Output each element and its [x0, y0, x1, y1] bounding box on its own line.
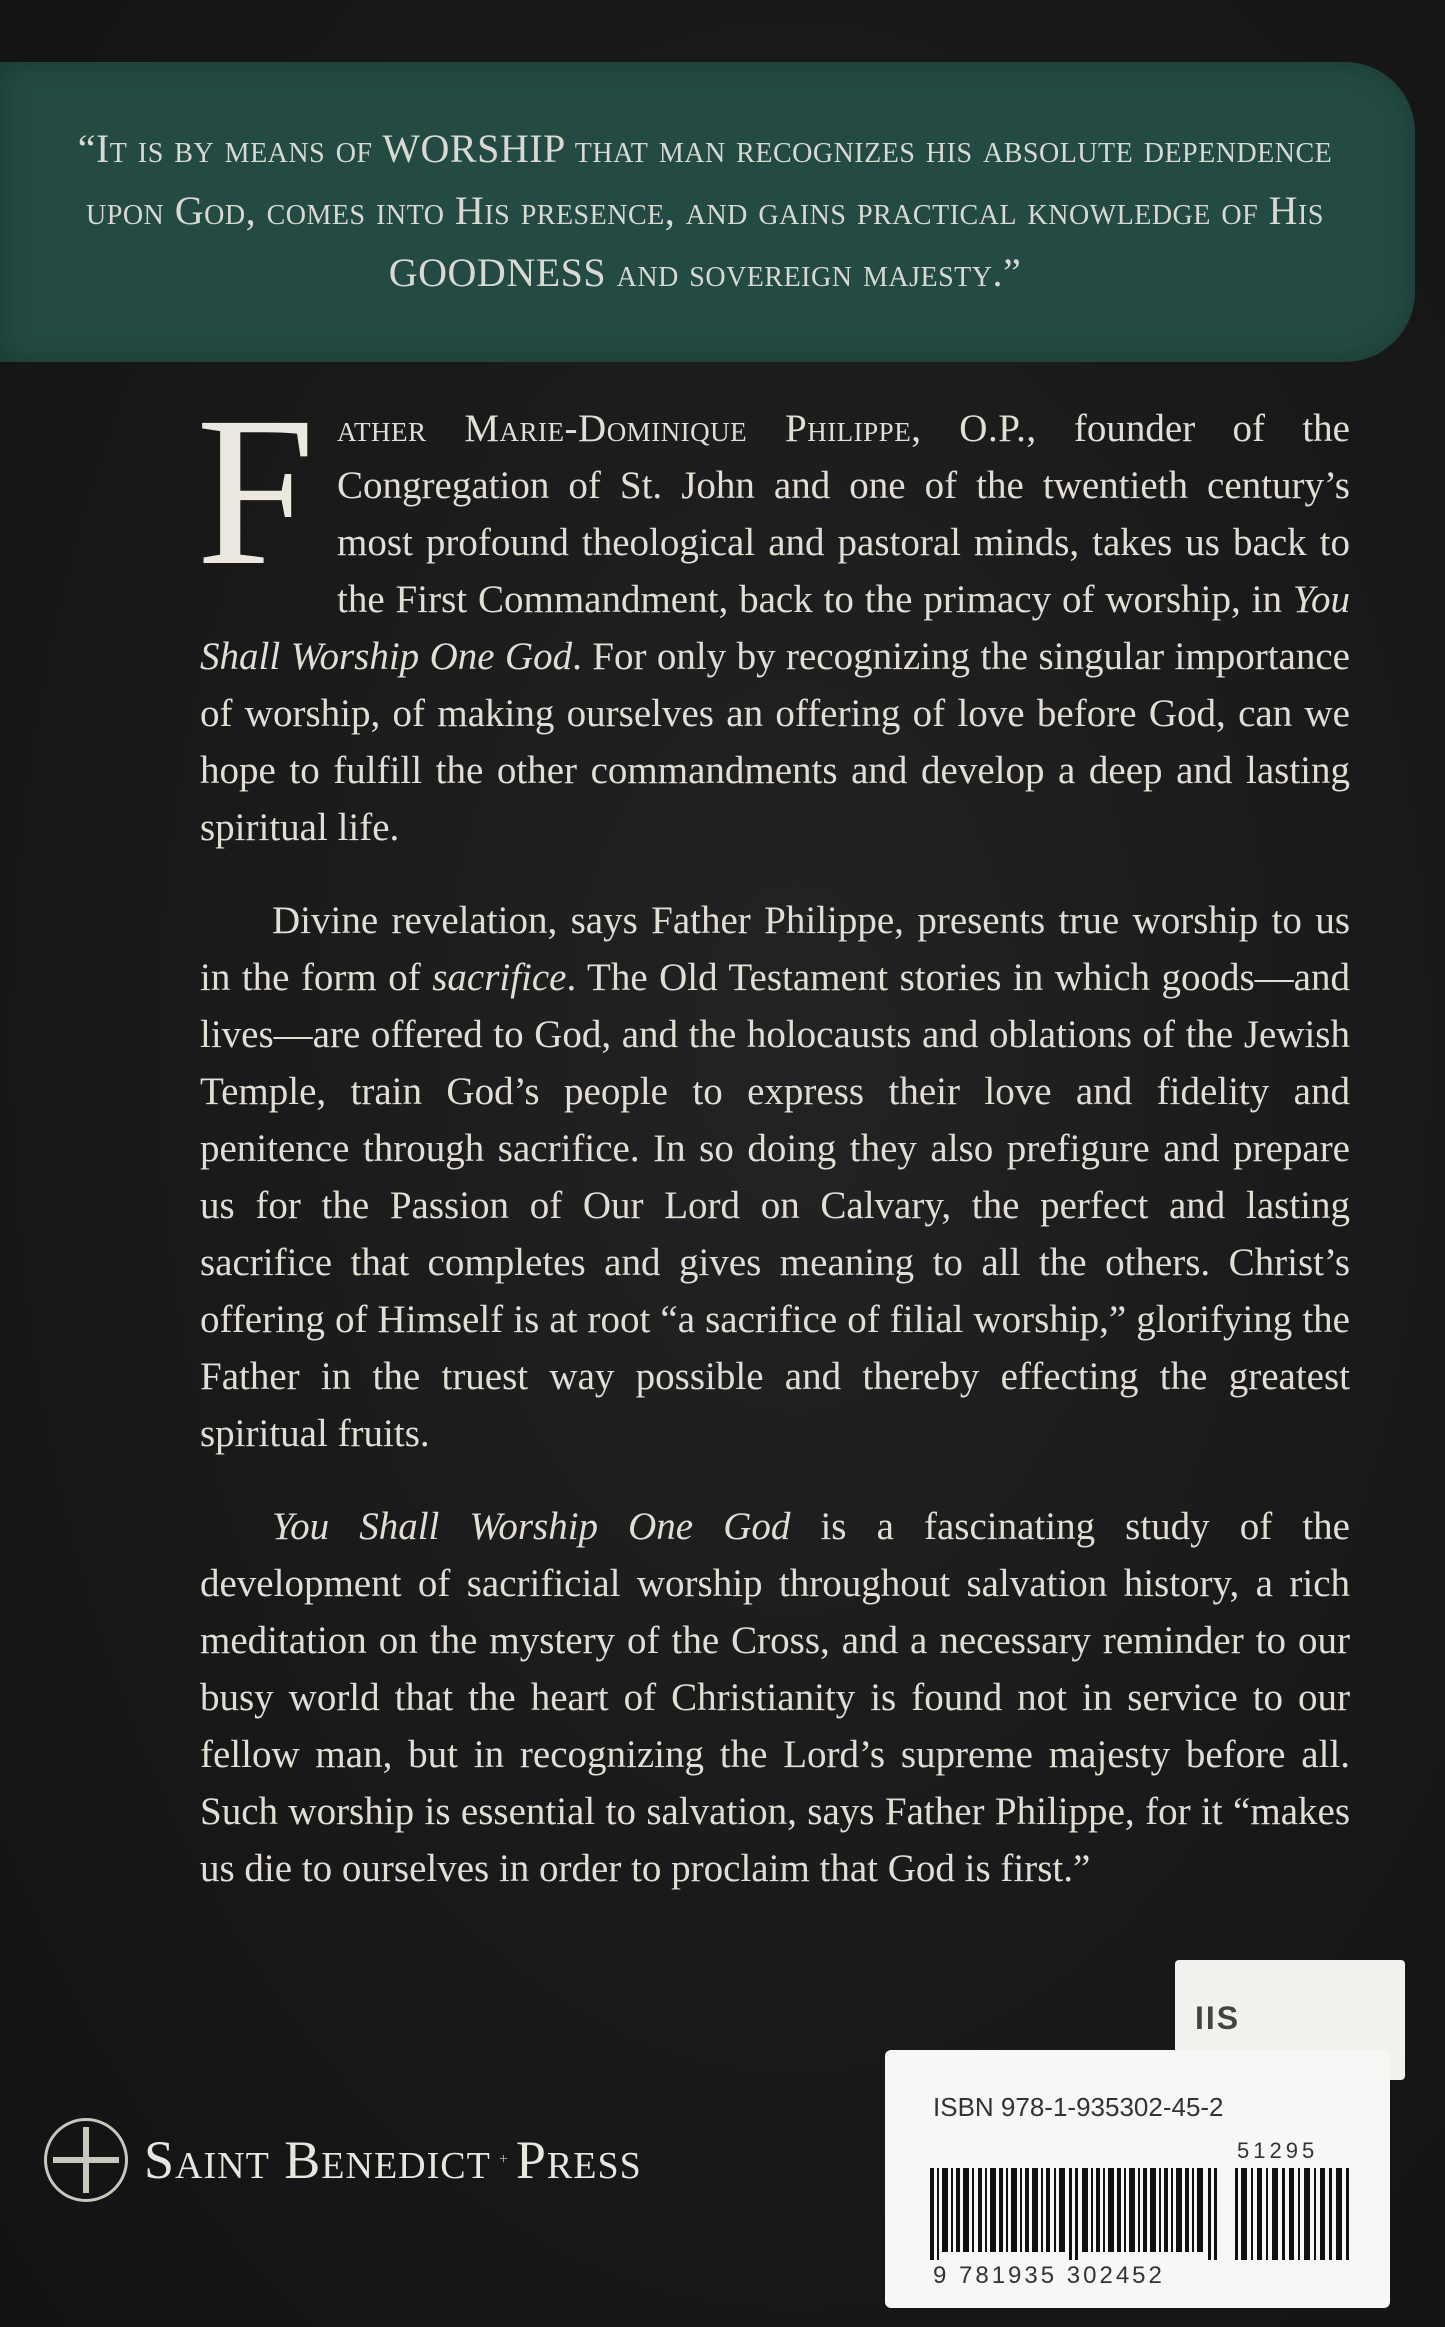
sacrifice-italic: sacrifice — [432, 956, 567, 999]
benedict-medal-icon — [44, 2118, 128, 2202]
publisher-name-left: Saint Benedict — [144, 2130, 491, 2190]
description-paragraph-3 — [200, 1498, 1350, 1897]
paragraph-1-text-a: founder of the Congregation of St. John and one of the twentieth century’s most profound theological and pastoral minds, takes us back to the First Commandment, back to the primacy of worship, in — [337, 407, 1350, 621]
description-paragraph-1 — [196, 373, 1350, 856]
description-paragraph-2 — [200, 892, 1350, 1462]
book-description — [196, 373, 1350, 1897]
publisher-name-right: Press — [515, 2130, 642, 2190]
book-title-italic: You Shall Worship One God — [200, 578, 1350, 678]
barcode-label — [885, 2050, 1390, 2308]
barcode-digits: 9 781935 302452 — [933, 2262, 1165, 2289]
pull-quote: “It is by means of WORSHIP that man recognizes his absolute dependence upon God, comes into His presence, and gains practical knowledge of His GOODNESS and sovereign majesty.” — [77, 126, 1333, 295]
paragraph-2-text-a: Divine revelation, says Father Philippe, presents true worship to us in the form of — [200, 899, 1350, 999]
publisher-cross: + — [498, 2151, 508, 2168]
publisher-logo — [44, 2120, 642, 2200]
price-barcode — [1235, 2168, 1355, 2260]
paragraph-3-text: is a fascinating study of the development of sacrificial worship throughout salvation history, a rich meditation on the mystery of the Cross, and a necessary reminder to our busy world that the heart of Christianity is found not in service to our fellow man, but in recognizing the Lord’s supreme majesty before all. Such worship is essential to salvation, says Father Philippe, for it “makes us die to ourselves in order to proclaim that God is first.” — [200, 1505, 1350, 1890]
book-title-italic-2: You Shall Worship One God — [272, 1505, 791, 1548]
ean-barcode — [930, 2168, 1220, 2260]
sticker-text: IIS — [1195, 2000, 1241, 2036]
paragraph-1-text-b: . For only by recognizing the singular importance of worship, of making ourselves an offering of love before God, can we hope to fulfill the other commandments and develop a deep and lasting spiritual life. — [200, 635, 1350, 849]
paragraph-2-text-b: . The Old Testament stories in which goods—and lives—are offered to God, and the holocausts and oblations of the Jewish Temple, train God’s people to express their love and fidelity and penitence through sacrifice. In so doing they also prefigure and prepare us for the Passion of Our Lord on Calvary, the perfect and lasting sacrifice that completes and gives meaning to all the others. Christ’s offering of Himself is at root “a sacrifice of filial worship,” glorifying the Father in the truest way possible and thereby effecting the greatest spiritual fruits. — [200, 956, 1350, 1455]
author-lead-in: ather Marie-Dominique Philippe, O.P., — [337, 407, 1037, 450]
price-code: 51295 — [1237, 2138, 1319, 2163]
isbn-text: ISBN 978-1-935302-45-2 — [933, 2092, 1224, 2122]
drop-cap: F — [196, 373, 316, 610]
